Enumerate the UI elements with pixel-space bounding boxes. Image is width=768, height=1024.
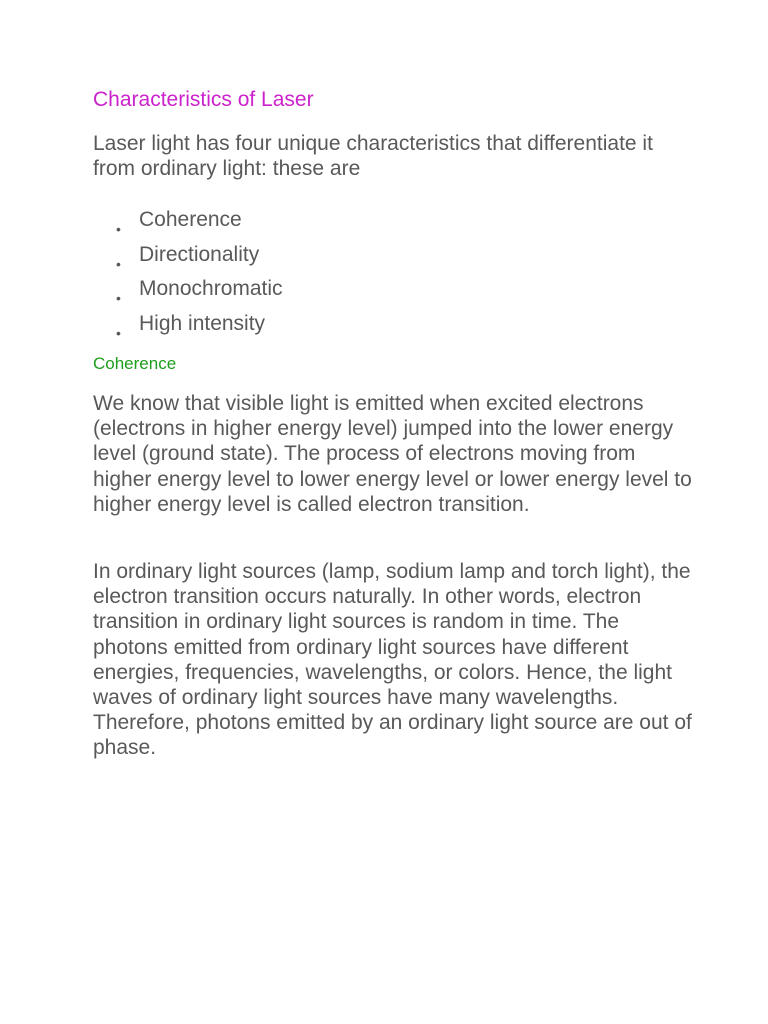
body-paragraph-1: We know that visible light is emitted when excited electrons (electrons in higher energy level) jumped into the lower energy level (ground state). The process of electrons moving from higher energy level to lower energy level or lower energy level to higher energy level is called electron transition. [93, 392, 692, 516]
characteristics-list [93, 205, 283, 343]
body-paragraph-2: In ordinary light sources (lamp, sodium lamp and torch light), the electron transition occurs naturally. In other words, electron transition in ordinary light sources is random in time. The photons emitted from ordinary light sources have different energies, frequencies, wavelengths, or colors. Hence, the light waves of ordinary light sources have many wavelengths. Therefore, photons emitted by an ordinary light source are out of phase. [93, 560, 692, 760]
bullet-icon: • [116, 255, 121, 272]
bullet-icon: • [116, 221, 121, 237]
document-title: Characteristics of Laser [93, 88, 314, 111]
bullet-icon: • [116, 324, 121, 341]
list-item-label: Monochromatic [139, 277, 283, 300]
list-item [93, 274, 283, 309]
list-item-label: Directionality [139, 242, 260, 266]
list-item [93, 205, 283, 240]
bullet-icon: • [116, 290, 121, 306]
section-heading: Coherence [93, 354, 177, 373]
intro-paragraph: Laser light has four unique characteristics that differentiate it from ordinary light: these are [93, 132, 653, 180]
list-item [93, 309, 283, 344]
list-item-label: High intensity [139, 311, 266, 335]
list-item [93, 240, 283, 275]
list-item-label: Coherence [139, 208, 242, 231]
